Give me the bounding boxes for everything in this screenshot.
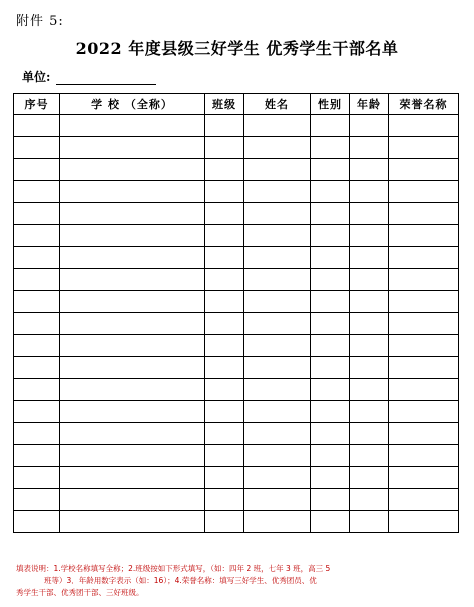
table-row — [14, 401, 459, 423]
table-cell[interactable] — [244, 467, 311, 489]
table-cell[interactable] — [244, 357, 311, 379]
table-cell[interactable] — [14, 467, 60, 489]
table-cell[interactable] — [311, 203, 350, 225]
table-cell[interactable] — [311, 401, 350, 423]
table-cell[interactable] — [205, 137, 244, 159]
table-cell[interactable] — [205, 423, 244, 445]
table-cell[interactable] — [311, 115, 350, 137]
table-cell[interactable] — [60, 445, 205, 467]
table-cell[interactable] — [389, 181, 459, 203]
table-row — [14, 379, 459, 401]
table-cell[interactable] — [14, 445, 60, 467]
table-cell[interactable] — [244, 181, 311, 203]
table-cell[interactable] — [205, 181, 244, 203]
table-cell[interactable] — [389, 467, 459, 489]
table-row — [14, 423, 459, 445]
table-cell[interactable] — [60, 291, 205, 313]
table-cell[interactable] — [244, 137, 311, 159]
table-cell[interactable] — [14, 159, 60, 181]
table-cell[interactable] — [244, 401, 311, 423]
col-header-school: 学 校 （全称） — [60, 94, 205, 115]
table-cell[interactable] — [205, 247, 244, 269]
table-row — [14, 313, 459, 335]
table-row — [14, 247, 459, 269]
attachment-label: 附件 5: — [16, 14, 64, 29]
table-cell[interactable] — [205, 511, 244, 533]
table-cell[interactable] — [389, 269, 459, 291]
table-cell[interactable] — [244, 203, 311, 225]
table-cell[interactable] — [311, 423, 350, 445]
table-cell[interactable] — [311, 269, 350, 291]
table-cell[interactable] — [311, 181, 350, 203]
table-cell[interactable] — [244, 115, 311, 137]
table-cell[interactable] — [311, 247, 350, 269]
table-cell[interactable] — [244, 159, 311, 181]
unit-input-line[interactable] — [56, 70, 156, 85]
table-cell[interactable] — [350, 445, 389, 467]
table-row — [14, 291, 459, 313]
table-cell[interactable] — [311, 159, 350, 181]
table-cell[interactable] — [244, 489, 311, 511]
table-cell[interactable] — [350, 291, 389, 313]
table-cell[interactable] — [60, 467, 205, 489]
table-header-row — [14, 94, 459, 115]
table-cell[interactable] — [389, 511, 459, 533]
table-cell[interactable] — [60, 335, 205, 357]
table-cell[interactable] — [205, 379, 244, 401]
table-cell[interactable] — [389, 115, 459, 137]
table-cell[interactable] — [60, 379, 205, 401]
table-cell[interactable] — [311, 225, 350, 247]
table-cell[interactable] — [205, 489, 244, 511]
table-cell[interactable] — [205, 225, 244, 247]
table-row — [14, 445, 459, 467]
table-cell[interactable] — [311, 489, 350, 511]
table-row — [14, 489, 459, 511]
table-cell[interactable] — [350, 203, 389, 225]
table-cell[interactable] — [350, 115, 389, 137]
table-cell[interactable] — [60, 203, 205, 225]
table-cell[interactable] — [389, 423, 459, 445]
fill-instructions — [16, 563, 456, 599]
table-cell[interactable] — [350, 401, 389, 423]
table-cell[interactable] — [389, 247, 459, 269]
table-cell[interactable] — [311, 291, 350, 313]
table-cell[interactable] — [14, 423, 60, 445]
note-line-2: 班等）3．年龄用数字表示（如：16）；4.荣誉名称：填写三好学生、优秀团员、优 — [44, 576, 317, 585]
table-cell[interactable] — [350, 357, 389, 379]
table-cell[interactable] — [14, 489, 60, 511]
table-row — [14, 269, 459, 291]
col-header-honor: 荣誉名称 — [389, 94, 459, 115]
table-cell[interactable] — [244, 335, 311, 357]
page-title: 2022 年度县级三好学生 优秀学生干部名单 — [75, 39, 399, 58]
table-cell[interactable] — [350, 313, 389, 335]
table-cell[interactable] — [311, 137, 350, 159]
table-cell[interactable] — [350, 247, 389, 269]
table-cell[interactable] — [311, 313, 350, 335]
col-header-class: 班级 — [205, 94, 244, 115]
table-cell[interactable] — [389, 335, 459, 357]
table-cell[interactable] — [311, 511, 350, 533]
table-cell[interactable] — [389, 291, 459, 313]
table-cell[interactable] — [205, 357, 244, 379]
table-cell[interactable] — [389, 489, 459, 511]
table-cell[interactable] — [60, 181, 205, 203]
table-cell[interactable] — [244, 423, 311, 445]
table-cell[interactable] — [14, 115, 60, 137]
table-cell[interactable] — [14, 511, 60, 533]
table-cell[interactable] — [60, 313, 205, 335]
table-cell[interactable] — [14, 203, 60, 225]
table-cell[interactable] — [350, 511, 389, 533]
table-row — [14, 467, 459, 489]
table-cell[interactable] — [244, 445, 311, 467]
table-cell[interactable] — [14, 247, 60, 269]
table-cell[interactable] — [244, 291, 311, 313]
table-cell[interactable] — [311, 357, 350, 379]
table-cell[interactable] — [205, 313, 244, 335]
table-cell[interactable] — [350, 379, 389, 401]
table-cell[interactable] — [311, 467, 350, 489]
table-cell[interactable] — [389, 401, 459, 423]
table-cell[interactable] — [60, 511, 205, 533]
table-cell[interactable] — [244, 511, 311, 533]
table-row — [14, 203, 459, 225]
table-row — [14, 357, 459, 379]
table-cell[interactable] — [14, 181, 60, 203]
table-cell[interactable] — [205, 445, 244, 467]
table-cell[interactable] — [60, 357, 205, 379]
table-cell[interactable] — [14, 313, 60, 335]
table-row — [14, 159, 459, 181]
table-cell[interactable] — [60, 159, 205, 181]
table-cell[interactable] — [60, 225, 205, 247]
table-cell[interactable] — [205, 401, 244, 423]
unit-label: 单位: — [22, 70, 51, 84]
table-cell[interactable] — [389, 313, 459, 335]
col-header-gender: 性别 — [311, 94, 350, 115]
table-cell[interactable] — [389, 159, 459, 181]
table-cell[interactable] — [350, 159, 389, 181]
table-cell[interactable] — [389, 137, 459, 159]
table-cell[interactable] — [350, 423, 389, 445]
table-cell[interactable] — [205, 291, 244, 313]
table-cell[interactable] — [311, 445, 350, 467]
unit-row — [22, 68, 156, 85]
table-row — [14, 335, 459, 357]
table-cell[interactable] — [14, 335, 60, 357]
table-cell[interactable] — [244, 225, 311, 247]
table-cell[interactable] — [14, 401, 60, 423]
table-row — [14, 137, 459, 159]
table-row — [14, 225, 459, 247]
table-cell[interactable] — [350, 225, 389, 247]
table-row — [14, 115, 459, 137]
table-cell[interactable] — [350, 181, 389, 203]
col-header-age: 年龄 — [350, 94, 389, 115]
table-cell[interactable] — [60, 247, 205, 269]
table-cell[interactable] — [60, 269, 205, 291]
table-cell[interactable] — [389, 379, 459, 401]
table-cell[interactable] — [350, 137, 389, 159]
table-row — [14, 181, 459, 203]
note-line-3: 秀学生干部、优秀团干部、三好班级。 — [16, 588, 144, 597]
table-cell[interactable] — [205, 115, 244, 137]
table-cell[interactable] — [205, 467, 244, 489]
table-cell[interactable] — [389, 225, 459, 247]
table-cell[interactable] — [14, 269, 60, 291]
col-header-name: 姓名 — [244, 94, 311, 115]
note-line-1: 填表说明：1.学校名称填写全称；2.班级按如下形式填写，（如：四年 2 班，七年 3 班，高三 5 — [16, 564, 331, 573]
table-cell[interactable] — [389, 203, 459, 225]
table-cell[interactable] — [60, 489, 205, 511]
table-cell[interactable] — [350, 269, 389, 291]
table-cell[interactable] — [350, 489, 389, 511]
table-cell[interactable] — [389, 357, 459, 379]
table-cell[interactable] — [389, 445, 459, 467]
honor-roster-table — [13, 93, 459, 533]
table-cell[interactable] — [60, 423, 205, 445]
table-cell[interactable] — [205, 335, 244, 357]
table-cell[interactable] — [60, 115, 205, 137]
table-cell[interactable] — [244, 269, 311, 291]
table-cell[interactable] — [350, 467, 389, 489]
table-cell[interactable] — [14, 357, 60, 379]
table-cell[interactable] — [244, 313, 311, 335]
table-cell[interactable] — [311, 335, 350, 357]
table-cell[interactable] — [244, 379, 311, 401]
col-header-index: 序号 — [14, 94, 60, 115]
table-cell[interactable] — [244, 247, 311, 269]
table-cell[interactable] — [60, 137, 205, 159]
table-row — [14, 511, 459, 533]
table-cell[interactable] — [205, 159, 244, 181]
table-cell[interactable] — [14, 225, 60, 247]
table-cell[interactable] — [60, 401, 205, 423]
table-cell[interactable] — [14, 137, 60, 159]
table-cell[interactable] — [14, 379, 60, 401]
table-cell[interactable] — [205, 203, 244, 225]
table-body — [14, 115, 459, 533]
table-cell[interactable] — [14, 291, 60, 313]
table-cell[interactable] — [350, 335, 389, 357]
table-cell[interactable] — [311, 379, 350, 401]
table-cell[interactable] — [205, 269, 244, 291]
